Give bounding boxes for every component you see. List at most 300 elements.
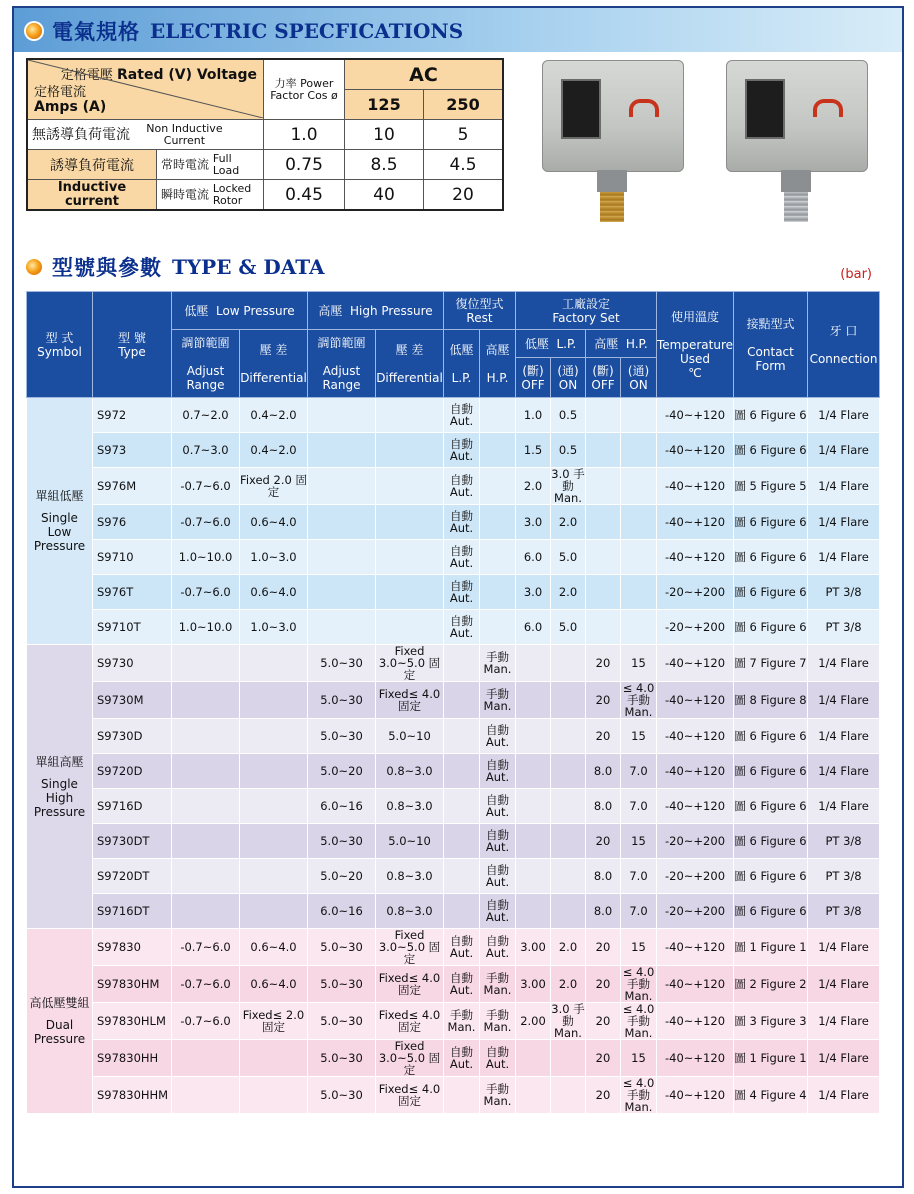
- cell-conn: PT 3/8: [808, 859, 880, 894]
- cell-la: [172, 859, 240, 894]
- cell-fig: 圖 4 Figure 4: [734, 1077, 808, 1114]
- amps-en: Amps (A): [34, 99, 107, 115]
- header-en: OFF: [591, 377, 615, 392]
- cell-rl: [444, 719, 480, 754]
- spec-pf-value: 0.45: [264, 180, 345, 211]
- cell-loff: [516, 682, 551, 719]
- cell-lon: 0.5: [551, 433, 586, 468]
- cell-hon: 7.0: [621, 859, 657, 894]
- group-label-cn: 高低壓雙組: [29, 996, 90, 1010]
- cell-hd: Fixed≤ 4.0 固定: [376, 682, 444, 719]
- spec-125-value: 8.5: [345, 150, 424, 180]
- cell-hoff: 20: [586, 1003, 621, 1040]
- cell-la: -0.7~6.0: [172, 929, 240, 966]
- spec-row-cn: 瞬時電流: [161, 187, 210, 201]
- cell-lon: 2.0: [551, 575, 586, 610]
- col-high-pressure: [308, 292, 444, 330]
- cell-la: [172, 1077, 240, 1114]
- header-cn: 壓 差: [259, 342, 288, 357]
- unit-label: (bar): [840, 267, 872, 282]
- type-data-table: [26, 291, 880, 1114]
- cell-loff: [516, 824, 551, 859]
- cell-type: S97830: [93, 929, 172, 966]
- cell-rl: 自動 Aut.: [444, 929, 480, 966]
- section-title-cn: 電氣規格: [52, 20, 140, 44]
- cell-lon: 2.0: [551, 929, 586, 966]
- cell-ld: [240, 645, 308, 682]
- header-cn: (斷): [522, 363, 544, 378]
- cell-ha: 5.0~30: [308, 929, 376, 966]
- cell-lon: [551, 1077, 586, 1114]
- cell-rh: 自動 Aut.: [480, 719, 516, 754]
- cell-lon: 3.0 手動 Man.: [551, 467, 585, 505]
- cell-rh: 手動 Man.: [480, 682, 516, 719]
- cell-hon: [621, 433, 657, 468]
- cell-fig: 圖 6 Figure 6: [734, 894, 808, 929]
- cell-temp: -40~+120: [657, 468, 734, 505]
- cell-hon: 7.0: [621, 894, 657, 929]
- cell-conn: 1/4 Flare: [808, 754, 880, 789]
- group-label-en: Dual Pressure: [33, 1018, 86, 1046]
- cell-loff: 3.0: [516, 505, 551, 540]
- cell-fig: 圖 3 Figure 3: [734, 1003, 808, 1040]
- cell-conn: PT 3/8: [808, 894, 880, 929]
- cell-ld: [240, 754, 308, 789]
- col-high-adjust: [308, 330, 376, 398]
- switch-body: [726, 60, 868, 172]
- cell-rh: [480, 575, 516, 610]
- col-reset-lp: [444, 330, 480, 398]
- spec-250-value: 20: [424, 180, 504, 211]
- cell-lon: 2.0: [551, 966, 586, 1003]
- cell-hon: 7.0: [621, 789, 657, 824]
- cell-hon: 7.0: [621, 754, 657, 789]
- spec-pf-value: 1.0: [264, 120, 345, 150]
- cell-loff: [516, 719, 551, 754]
- brand-logo-icon: [813, 99, 843, 117]
- cell-conn: PT 3/8: [808, 610, 880, 645]
- spec-corner-cell: [27, 59, 264, 120]
- cell-la: -0.7~6.0: [172, 1003, 240, 1040]
- cell-hoff: 20: [586, 1040, 621, 1077]
- cell-hd: Fixed 3.0~5.0 固定: [376, 929, 444, 966]
- cell-temp: -20~+200: [657, 575, 734, 610]
- cell-loff: 3.00: [516, 966, 551, 1003]
- cell-la: [172, 682, 240, 719]
- header-en: Factory Set: [552, 310, 620, 325]
- cell-ha: 5.0~30: [308, 719, 376, 754]
- spec-pf-value: 0.75: [264, 150, 345, 180]
- header-cn: 接點型式: [746, 316, 795, 331]
- header-en: Differential: [240, 370, 307, 385]
- cell-type: S9716D: [93, 789, 172, 824]
- cell-hon: [621, 540, 657, 575]
- cell-lon: 0.5: [551, 398, 586, 433]
- cell-loff: [516, 754, 551, 789]
- cell-fig: 圖 6 Figure 6: [734, 575, 808, 610]
- header-en: Adjust Range: [322, 363, 361, 392]
- cell-rl: 自動 Aut.: [444, 575, 480, 610]
- table-row: [27, 540, 880, 575]
- cell-rh: [480, 540, 516, 575]
- power-factor-header: [264, 59, 345, 120]
- header-cn: 型 式: [45, 330, 74, 345]
- header-en: Contact Form: [747, 344, 794, 373]
- spec-row-label: [157, 150, 264, 180]
- cell-temp: -20~+200: [657, 610, 734, 645]
- cell-conn: 1/4 Flare: [808, 398, 880, 433]
- cell-hd: Fixed≤ 4.0 固定: [376, 966, 444, 1003]
- cell-ha: [308, 433, 376, 468]
- cell-rl: [444, 894, 480, 929]
- header-cn: (通): [557, 363, 579, 378]
- col-type: [93, 292, 172, 398]
- spec-row-cn: 無誘導負荷電流: [32, 126, 130, 143]
- cell-hoff: 20: [586, 929, 621, 966]
- section-title-en: TYPE & DATA: [172, 255, 325, 279]
- cell-la: [172, 789, 240, 824]
- cell-rh: 手動 Man.: [480, 1077, 516, 1114]
- cell-ha: [308, 610, 376, 645]
- cell-type: S9730DT: [93, 824, 172, 859]
- cell-hd: [376, 540, 444, 575]
- spec-250-value: 4.5: [424, 150, 504, 180]
- cell-rl: [444, 682, 480, 719]
- col-hp-on: [621, 358, 657, 398]
- cell-temp: -20~+200: [657, 824, 734, 859]
- cell-temp: -40~+120: [657, 1003, 734, 1040]
- cell-loff: 6.0: [516, 540, 551, 575]
- cell-rl: 自動 Aut.: [444, 433, 480, 468]
- cell-ld: 0.6~4.0: [240, 966, 308, 1003]
- cell-conn: 1/4 Flare: [808, 682, 880, 719]
- header-cn: 低壓: [449, 342, 474, 357]
- cell-ha: [308, 540, 376, 575]
- cell-la: [172, 894, 240, 929]
- header-cn: 工廠設定: [561, 296, 610, 311]
- cell-hon: [621, 610, 657, 645]
- spec-250-value: 5: [424, 120, 504, 150]
- table-row: [27, 1040, 880, 1077]
- cell-rh: 自動 Aut.: [480, 754, 516, 789]
- cell-rh: [480, 433, 516, 468]
- cell-hd: 0.8~3.0: [376, 754, 444, 789]
- cell-type: S976M: [93, 468, 172, 505]
- cell-ha: 5.0~30: [308, 645, 376, 682]
- group-label-low: [27, 398, 93, 645]
- header-en: Symbol: [37, 344, 82, 359]
- table-row: [27, 859, 880, 894]
- cell-temp: -40~+120: [657, 789, 734, 824]
- cell-ha: [308, 468, 376, 505]
- spec-row-en: Locked Rotor: [212, 181, 252, 207]
- cell-rl: [444, 789, 480, 824]
- cell-lon: [551, 682, 586, 719]
- header-en: Low Pressure: [215, 303, 295, 318]
- cell-hd: [376, 505, 444, 540]
- cell-ha: 5.0~30: [308, 1003, 376, 1040]
- cell-hon: ≤ 4.0 手動 Man.: [621, 1003, 657, 1040]
- cell-hoff: 20: [586, 682, 621, 719]
- cell-la: -0.7~6.0: [172, 575, 240, 610]
- header-en: Type: [118, 344, 146, 359]
- col-lp-on: [551, 358, 586, 398]
- cell-loff: 2.00: [516, 1003, 551, 1040]
- table-row: [27, 789, 880, 824]
- cell-type: S97830HM: [93, 966, 172, 1003]
- cell-rh: [480, 610, 516, 645]
- cell-temp: -40~+120: [657, 398, 734, 433]
- cell-ld: Fixed 2.0 固定: [240, 468, 308, 505]
- cell-hon: ≤ 4.0 手動 Man.: [621, 966, 657, 1003]
- cell-rl: [444, 1077, 480, 1114]
- cell-conn: 1/4 Flare: [808, 540, 880, 575]
- cell-type: S9716DT: [93, 894, 172, 929]
- cell-hd: [376, 398, 444, 433]
- cell-conn: 1/4 Flare: [808, 645, 880, 682]
- cell-fig: 圖 6 Figure 6: [734, 789, 808, 824]
- table-row: [27, 966, 880, 1003]
- cell-rh: 自動 Aut.: [480, 1040, 516, 1077]
- header-en: Rest: [466, 310, 493, 325]
- cell-fig: 圖 6 Figure 6: [734, 540, 808, 575]
- table-row: [27, 824, 880, 859]
- header-cn: 使用溫度: [671, 309, 720, 324]
- rated-voltage-en: Rated (V) Voltage: [117, 67, 257, 83]
- cell-hon: ≤ 4.0 手動 Man.: [621, 1077, 657, 1114]
- cell-type: S9730D: [93, 719, 172, 754]
- cell-ha: 6.0~16: [308, 789, 376, 824]
- cell-ld: [240, 824, 308, 859]
- cell-hon: 15: [621, 824, 657, 859]
- cell-hd: 0.8~3.0: [376, 859, 444, 894]
- table-row: [27, 433, 880, 468]
- cell-hd: Fixed≤ 4.0 固定: [376, 1077, 444, 1114]
- cell-rh: 手動 Man.: [480, 966, 516, 1003]
- cell-rh: [480, 468, 516, 505]
- col-temperature: [657, 292, 734, 398]
- cell-temp: -40~+120: [657, 1040, 734, 1077]
- header-cn: 牙 口: [829, 323, 858, 338]
- header-en: H.P.: [486, 370, 509, 385]
- cell-fig: 圖 6 Figure 6: [734, 398, 808, 433]
- cell-rh: 手動 Man.: [480, 645, 516, 682]
- cell-rh: 自動 Aut.: [480, 789, 516, 824]
- cell-lon: [551, 894, 586, 929]
- col-low-pressure: [172, 292, 308, 330]
- header-cn: 調節範圍: [181, 335, 230, 350]
- cell-rl: 自動 Aut.: [444, 398, 480, 433]
- header-en: ON: [558, 377, 578, 392]
- cell-type: S9730: [93, 645, 172, 682]
- cell-fig: 圖 5 Figure 5: [734, 468, 808, 505]
- col-factory-set: [516, 292, 657, 330]
- table-row: [27, 610, 880, 645]
- cell-conn: 1/4 Flare: [808, 719, 880, 754]
- cell-hoff: [586, 610, 621, 645]
- cell-la: -0.7~6.0: [172, 505, 240, 540]
- cell-loff: 6.0: [516, 610, 551, 645]
- cell-ha: 5.0~30: [308, 1040, 376, 1077]
- cell-ld: [240, 682, 308, 719]
- header-en: Differential: [376, 370, 443, 385]
- cell-la: 0.7~3.0: [172, 433, 240, 468]
- steel-fitting: [784, 192, 808, 222]
- cell-conn: 1/4 Flare: [808, 468, 880, 505]
- cell-hoff: 20: [586, 966, 621, 1003]
- cell-hd: 5.0~10: [376, 824, 444, 859]
- header-cn: 型 號: [118, 330, 146, 345]
- cell-lon: 5.0: [551, 540, 586, 575]
- cell-la: 0.7~2.0: [172, 398, 240, 433]
- cell-conn: 1/4 Flare: [808, 1077, 880, 1114]
- switch-body: [542, 60, 684, 172]
- cell-temp: -40~+120: [657, 719, 734, 754]
- switch-neck: [597, 170, 627, 192]
- cell-ld: 0.6~4.0: [240, 505, 308, 540]
- header-cn: 高壓: [594, 336, 619, 351]
- spec-row-en: Non Inductive Current: [146, 121, 223, 147]
- switch-window: [561, 79, 601, 139]
- table-row: [27, 929, 880, 966]
- electric-spec-table: [26, 58, 504, 211]
- header-cn: (通): [627, 363, 650, 378]
- cell-ld: 0.6~4.0: [240, 929, 308, 966]
- cell-la: 1.0~10.0: [172, 540, 240, 575]
- cell-temp: -40~+120: [657, 540, 734, 575]
- cell-temp: -40~+120: [657, 433, 734, 468]
- cell-temp: -20~+200: [657, 859, 734, 894]
- cell-conn: PT 3/8: [808, 575, 880, 610]
- cell-la: 1.0~10.0: [172, 610, 240, 645]
- col-symbol: [27, 292, 93, 398]
- brand-logo-icon: [629, 99, 659, 117]
- cell-rl: [444, 645, 480, 682]
- spec-row-label: [157, 180, 264, 211]
- header-en: Connection: [809, 351, 878, 366]
- cell-la: [172, 1040, 240, 1077]
- cell-fig: 圖 6 Figure 6: [734, 433, 808, 468]
- col-factory-lp: [516, 330, 586, 358]
- cell-ha: 5.0~30: [308, 966, 376, 1003]
- cell-loff: 3.0: [516, 575, 551, 610]
- cell-rl: [444, 824, 480, 859]
- header-cn: 高壓: [485, 342, 510, 357]
- cell-ha: 5.0~30: [308, 1077, 376, 1114]
- cell-rh: 自動 Aut.: [480, 824, 516, 859]
- table-row: [27, 575, 880, 610]
- cell-hoff: [586, 398, 621, 433]
- table-row: [27, 894, 880, 929]
- cell-type: S976: [93, 505, 172, 540]
- cell-hd: [376, 433, 444, 468]
- cell-ld: 0.6~4.0: [240, 575, 308, 610]
- cell-type: S97830HH: [93, 1040, 172, 1077]
- cell-ld: [240, 1077, 308, 1114]
- header-cn: 高壓: [318, 303, 343, 318]
- power-factor-en: Power Factor Cos ø: [270, 76, 338, 102]
- cell-hd: 0.8~3.0: [376, 789, 444, 824]
- cell-rl: 自動 Aut.: [444, 966, 480, 1003]
- cell-ha: 5.0~30: [308, 824, 376, 859]
- cell-loff: [516, 1077, 551, 1114]
- cell-la: -0.7~6.0: [172, 966, 240, 1003]
- col-hp-off: [586, 358, 621, 398]
- section-title-type: [26, 252, 325, 282]
- cell-rl: 自動 Aut.: [444, 505, 480, 540]
- cell-hd: [376, 468, 444, 505]
- header-cn: (斷): [592, 363, 614, 378]
- cell-ld: [240, 894, 308, 929]
- col-high-diff: [376, 330, 444, 398]
- cell-lon: [551, 789, 586, 824]
- cell-loff: 1.0: [516, 398, 551, 433]
- header-cn: 壓 差: [395, 342, 424, 357]
- brass-fitting: [600, 192, 624, 222]
- cell-ld: [240, 789, 308, 824]
- cell-lon: [551, 1040, 586, 1077]
- spec-row-cn: 常時電流: [161, 157, 210, 171]
- table-row: [27, 719, 880, 754]
- cell-conn: 1/4 Flare: [808, 505, 880, 540]
- spec-125-value: 40: [345, 180, 424, 211]
- cell-fig: 圖 8 Figure 8: [734, 682, 808, 719]
- table-row: [27, 645, 880, 682]
- switch-neck: [781, 170, 811, 192]
- cell-type: S972: [93, 398, 172, 433]
- cell-temp: -40~+120: [657, 966, 734, 1003]
- cell-ld: 1.0~3.0: [240, 610, 308, 645]
- header-en: H.P.: [625, 336, 648, 351]
- cell-la: [172, 719, 240, 754]
- cell-loff: [516, 894, 551, 929]
- cell-hoff: 8.0: [586, 859, 621, 894]
- cell-hon: [621, 575, 657, 610]
- voltage-125: 125: [345, 90, 424, 120]
- col-contact-form: [734, 292, 808, 398]
- group-label-en: Single High Pressure: [33, 776, 86, 819]
- cell-fig: 圖 1 Figure 1: [734, 1040, 808, 1077]
- cell-ld: 0.4~2.0: [240, 398, 308, 433]
- cell-la: [172, 645, 240, 682]
- cell-fig: 圖 6 Figure 6: [734, 754, 808, 789]
- col-low-diff: [240, 330, 308, 398]
- col-factory-hp: [586, 330, 657, 358]
- group-label-cn: 單組高壓: [35, 754, 84, 769]
- cell-hon: [621, 468, 657, 505]
- cell-fig: 圖 1 Figure 1: [734, 929, 808, 966]
- cell-lon: 2.0: [551, 505, 586, 540]
- cell-hoff: [586, 433, 621, 468]
- table-row: [27, 682, 880, 719]
- diagonal-divider: [28, 60, 263, 118]
- cell-temp: -40~+120: [657, 645, 734, 682]
- cell-rl: [444, 754, 480, 789]
- cell-rh: 自動 Aut.: [480, 859, 516, 894]
- orange-bullet-icon: [26, 23, 42, 39]
- cell-lon: [551, 754, 586, 789]
- cell-conn: 1/4 Flare: [808, 1003, 880, 1040]
- temp-unit: ℃: [688, 365, 702, 380]
- cell-hon: [621, 505, 657, 540]
- group-label-dual: [27, 929, 93, 1114]
- cell-hoff: 8.0: [586, 789, 621, 824]
- header-en: OFF: [521, 377, 545, 392]
- cell-hoff: [586, 540, 621, 575]
- cell-hoff: 20: [586, 719, 621, 754]
- cell-temp: -40~+120: [657, 929, 734, 966]
- table-row: [27, 398, 880, 433]
